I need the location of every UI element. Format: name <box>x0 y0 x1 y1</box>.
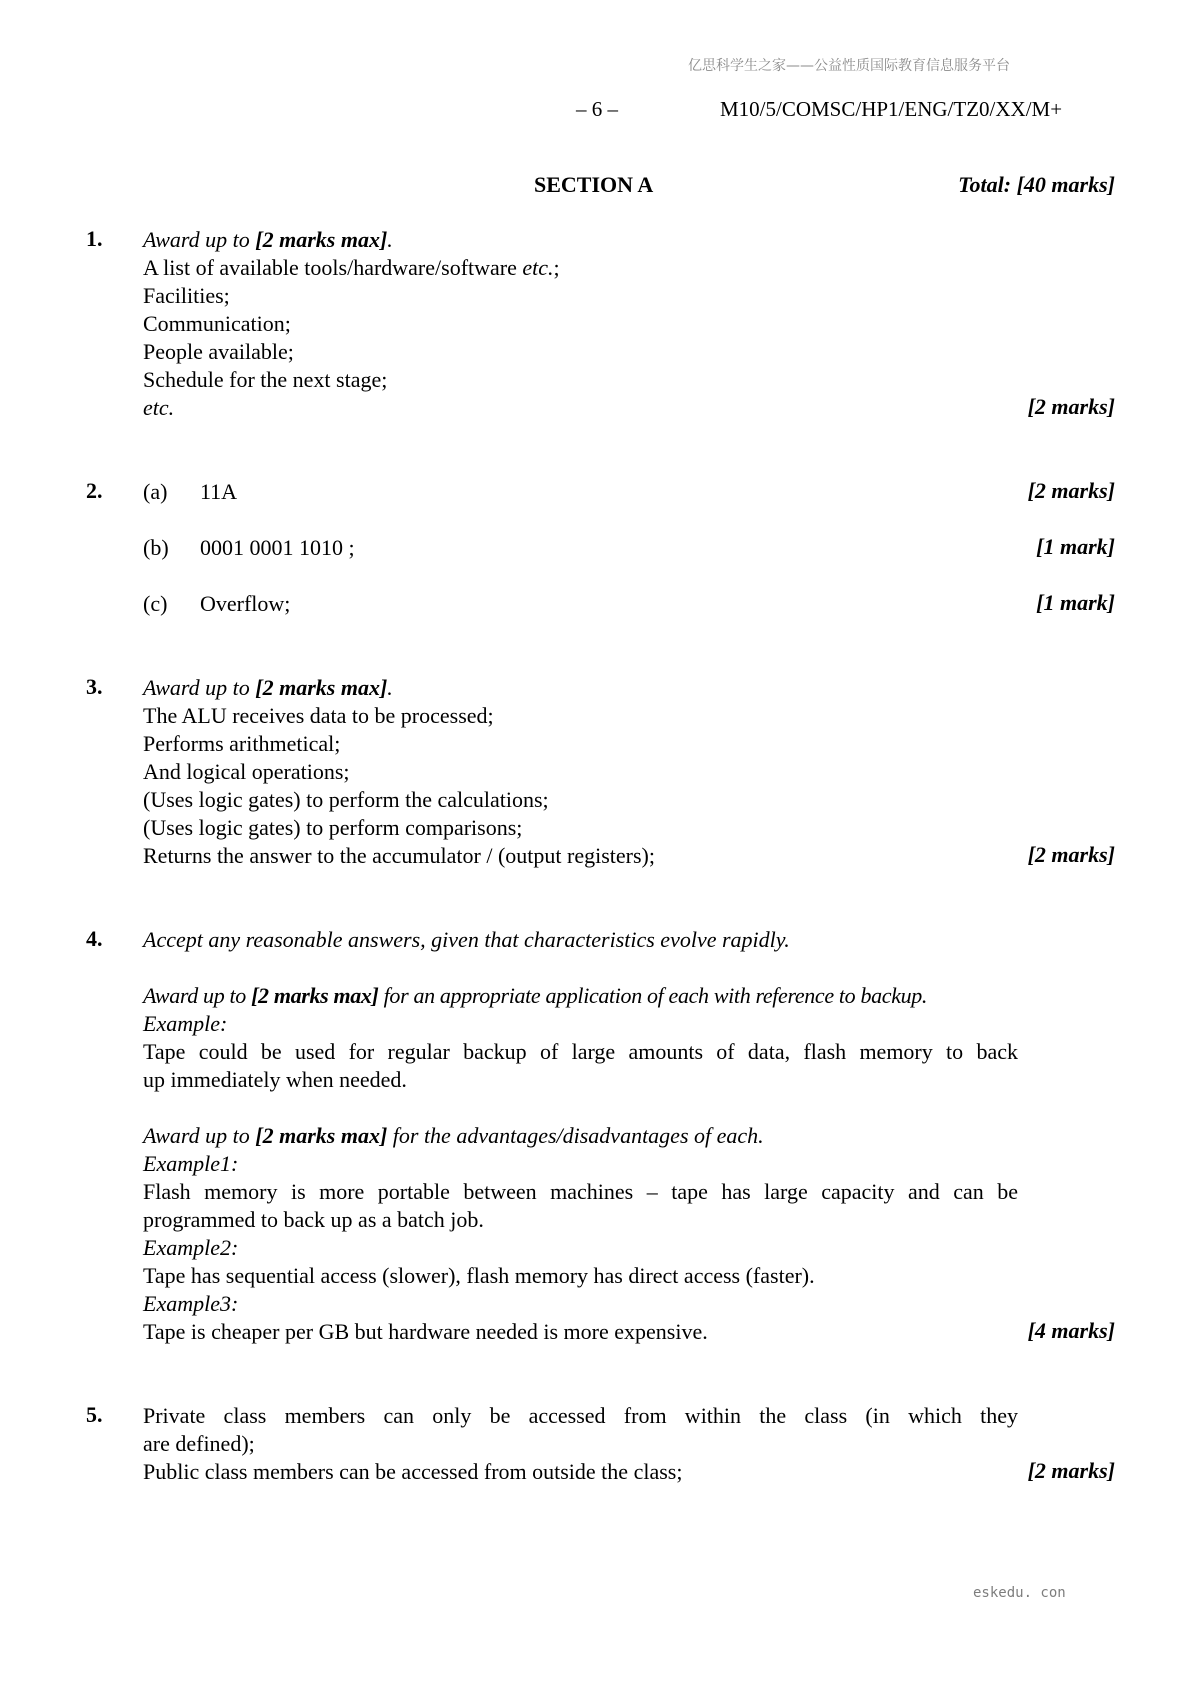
answer-line: Facilities; <box>143 283 230 308</box>
award-prefix: Award up to <box>143 983 252 1008</box>
question-number: 5. <box>86 1402 103 1427</box>
part-answer: Overflow; <box>200 591 291 616</box>
award-suffix: . <box>387 227 393 252</box>
award-instruction <box>143 982 927 1010</box>
answer-line: etc. <box>143 395 175 420</box>
part-answer: 0001 0001 1010 ; <box>200 535 355 560</box>
marks-label: [2 marks] <box>1027 1458 1115 1483</box>
part-answer: 11A <box>200 479 238 504</box>
marks-label: [2 marks] <box>1027 842 1115 867</box>
answer-line: Public class members can be accessed from outside the class; <box>143 1459 683 1484</box>
marking-note: Accept any reasonable answers, given that characteristics evolve rapidly. <box>143 927 790 952</box>
marks-label: [1 mark] <box>1036 590 1115 615</box>
example-label: Example1: <box>143 1151 239 1176</box>
award-instruction <box>143 226 393 254</box>
answer-line: Communication; <box>143 311 291 336</box>
award-suffix: for the advantages/disadvantages of each. <box>387 1123 764 1148</box>
answer-line: (Uses logic gates) to perform the calculations; <box>143 787 549 812</box>
page-number: – 6 – <box>576 97 618 121</box>
example-label: Example2: <box>143 1235 239 1260</box>
footer-site-text: eskedu. con <box>973 1585 1066 1601</box>
answer-line: programmed to back up as a batch job. <box>143 1207 484 1232</box>
document-code: M10/5/COMSC/HP1/ENG/TZ0/XX/M+ <box>720 97 1063 121</box>
answer-line: Tape could be used for regular backup of large amounts of data, flash memory to back <box>143 1039 1018 1064</box>
part-label: (a) <box>143 479 168 504</box>
section-title: SECTION A <box>534 172 654 197</box>
answer-end: ; <box>553 255 560 280</box>
example-label: Example: <box>143 1011 228 1036</box>
marks-label: [1 mark] <box>1036 534 1115 559</box>
answer-line: People available; <box>143 339 294 364</box>
award-suffix: . <box>387 675 393 700</box>
example-label: Example3: <box>143 1291 239 1316</box>
answer-line <box>143 254 560 282</box>
section-total: Total: [40 marks] <box>958 172 1115 197</box>
marks-label: [2 marks] <box>1027 394 1115 419</box>
answer-text: A list of available tools/hardware/software <box>143 255 523 280</box>
answer-line: are defined); <box>143 1431 255 1456</box>
watermark-text: 亿思科学生之家——公益性质国际教育信息服务平台 <box>688 58 1010 74</box>
question-number: 4. <box>86 926 103 951</box>
answer-line: The ALU receives data to be processed; <box>143 703 494 728</box>
part-label: (b) <box>143 535 169 560</box>
award-instruction <box>143 1122 764 1150</box>
question-number: 3. <box>86 674 103 699</box>
award-suffix: for an appropriate application of each with reference to backup. <box>378 983 928 1008</box>
award-marks: [2 marks max] <box>255 227 388 252</box>
award-marks: [2 marks max] <box>251 983 379 1008</box>
marks-label: [4 marks] <box>1027 1318 1115 1343</box>
answer-line: Tape has sequential access (slower), flash memory has direct access (faster). <box>143 1263 815 1288</box>
answer-line: Flash memory is more portable between machines – tape has large capacity and can be <box>143 1179 1018 1204</box>
award-prefix: Award up to <box>143 1123 256 1148</box>
part-label: (c) <box>143 591 168 616</box>
award-marks: [2 marks max] <box>255 1123 388 1148</box>
answer-line: Performs arithmetical; <box>143 731 341 756</box>
answer-line: Tape is cheaper per GB but hardware needed is more expensive. <box>143 1319 708 1344</box>
award-prefix: Award up to <box>143 227 256 252</box>
answer-line: Returns the answer to the accumulator / (output registers); <box>143 843 655 868</box>
answer-line: Schedule for the next stage; <box>143 367 388 392</box>
answer-line: And logical operations; <box>143 759 350 784</box>
question-number: 2. <box>86 478 103 503</box>
answer-italic: etc. <box>522 255 554 280</box>
award-prefix: Award up to <box>143 675 256 700</box>
award-marks: [2 marks max] <box>255 675 388 700</box>
question-number: 1. <box>86 226 103 251</box>
marks-label: [2 marks] <box>1027 478 1115 503</box>
answer-line: (Uses logic gates) to perform comparisons; <box>143 815 523 840</box>
answer-line: Private class members can only be accessed from within the class (in which they <box>143 1403 1018 1428</box>
award-instruction <box>143 674 393 702</box>
answer-line: up immediately when needed. <box>143 1067 407 1092</box>
